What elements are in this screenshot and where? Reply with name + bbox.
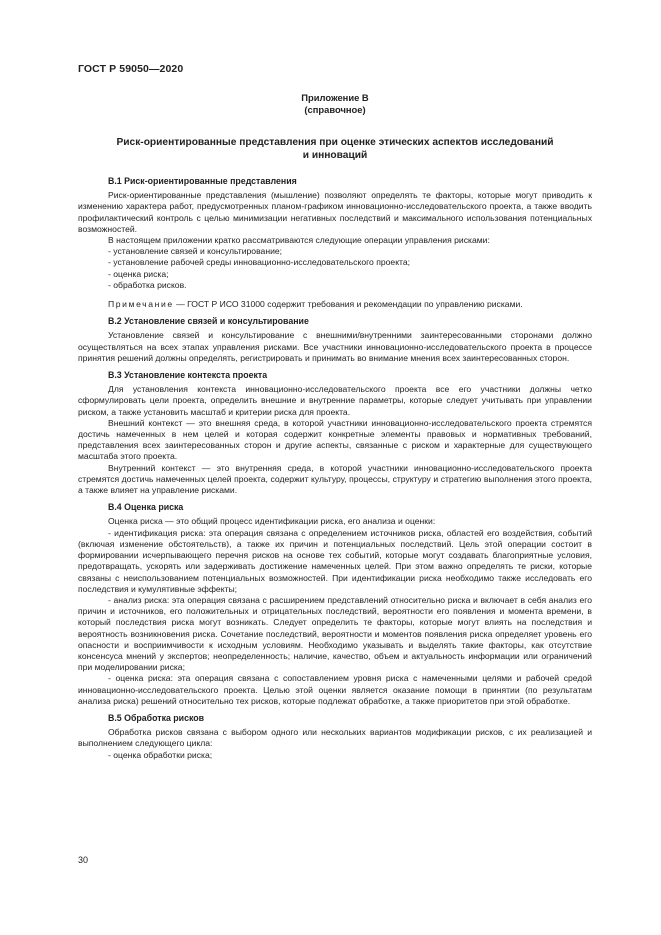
appendix-heading-line-1: Риск-ориентированные представления при оценке этических аспектов исследований xyxy=(116,137,554,148)
section-b2-paragraph: Установление связей и консультирование с внешними/внутренними заинтересованными сторонами должно осуществляться на всех этапах управления рисками. Все участники инновационно-исследовательского проекта в процессе принятия решений должны определять, регистрировать и принимать во внимание мнения всех заинтересованных сторон. xyxy=(78,330,592,363)
list-item: - установление рабочей среды инновационно-исследовательского проекта; xyxy=(108,257,411,268)
page-content xyxy=(78,92,592,761)
section-b3-title: В.3 Установление контекста проекта xyxy=(108,370,268,381)
list-item: - оценка обработки риска; xyxy=(108,749,213,760)
list-item: - установление связей и консультирование; xyxy=(108,246,283,257)
section-b3-paragraph-1: Для установления контекста инновационно-исследовательского проекта все его участники должны четко сформулировать цели проекта, определить внешние и внутренние параметры, которые следует учитывать при управлении риском, а также установить масштаб и критерии риска для проекта. xyxy=(78,384,592,417)
note-label: Примечание xyxy=(108,299,174,310)
section-b1-intro: В настоящем приложении кратко рассматриваются следующие операции управления рисками: xyxy=(108,235,490,246)
appendix-heading-line-2: и инноваций xyxy=(302,150,368,161)
section-b3-paragraph-3: Внутренний контекст — это внутренняя среда, в которой участники инновационно-исследовательского проекта стремятся достичь намеченных целей проекта, содержит культуру, процессы, структуру и стратегию выполнения этого проекта, а также влияет на управление рисками. xyxy=(78,462,592,496)
section-b4-title: В.4 Оценка риска xyxy=(108,502,184,513)
appendix-heading xyxy=(78,136,592,162)
note xyxy=(78,299,592,310)
section-b1-paragraph: Риск-ориентированные представления (мышление) позволяют определять те факторы, которые могут приводить к изменению характера работ, предусмотренных планом-графиком инновационно-исследовательского проекта, а также вводить профилактический контроль с целью минимизации негативных последствий и максимального использования потенциальных возможностей. xyxy=(78,190,592,234)
section-b5-title: В.5 Обработка рисков xyxy=(108,712,205,723)
section-b1-title: В.1 Риск-ориентированные представления xyxy=(108,176,297,186)
appendix-subtitle: (справочное) xyxy=(304,104,366,115)
section-b4-paragraph-4: - оценка риска: эта операция связана с сопоставлением уровня риска с намеченными целями и рабочей средой инновационно-исследовательского проекта. Целью этой оценки является оказание помощи в принятии (по результатам анализа риска) решений относительно тех рисков, которые подлежат обработке, а также приоритетов при этой обработке. xyxy=(78,673,592,706)
section-b3-paragraph-2: Внешний контекст — это внешняя среда, в которой участники инновационно-исследовательского проекта стремятся достичь намеченных в нем целей и которая содержит конкретные элементы правовых и нормативных требований, представления всех заинтересованных сторон и другие аспекты, связанные с риском и характерные для существующего масштаба этого проекта. xyxy=(78,417,592,462)
section-b5-paragraph-1: Обработка рисков связана с выбором одного или нескольких вариантов модификации рисков, с их реализацией и выполнением следующего цикла: xyxy=(78,727,592,749)
list-item: - оценка риска; xyxy=(108,268,169,279)
section-b4-paragraph-2: - идентификация риска: эта операция связана с определением источников риска, областей его воздействия, событий (включая изменение обстоятельств), а также их причин и потенциальных последствий. Цель этой операции состоит в формировании исчерпывающего перечня рисков на основе тех событий, которые могут создавать благоприятные условия, предотвращать, ускорять или задерживать достижение намеченных целей. При этом важно определять те риски, которые связаны с неиспользованием потенциальных возможностей. При идентификации риска необходимо также исследовать его последствия и кумулятивные эффекты; xyxy=(78,527,592,594)
list-item: - обработка рисков. xyxy=(108,279,187,290)
section-b2-title: В.2 Установление связей и консультирование xyxy=(108,316,309,327)
section-b4-paragraph-3: - анализ риска: эта операция связана с расширением представлений относительно риска и включает в себя анализ его причин и источников, его положительных и отрицательных последствий, вероятности его появления и момента времени, в который последствия риска могут возникать. Следует определить те факторы, которые могут влиять на последствия и вероятность возникновения риска. Сочетание последствий, вероятности и моментов появления риска определяет уровень его опасности и восприимчивости к исходным условиям. Необходимо указывать и выделять такие факторы, как отсутствие консенсуса мнений у экспертов; неопределенность; наличие, качество, объем и актуальность информации или ограничений при моделировании риска; xyxy=(78,594,592,673)
appendix-title: Приложение В xyxy=(301,92,369,103)
document-code: ГОСТ Р 59050—2020 xyxy=(78,63,184,75)
note-text: — ГОСТ Р ИСО 31000 содержит требования и рекомендации по управлению рисками. xyxy=(173,299,523,310)
page-number: 30 xyxy=(78,855,89,865)
section-b4-paragraph-1: Оценка риска — это общий процесс идентификации риска, его анализа и оценки: xyxy=(108,516,436,527)
